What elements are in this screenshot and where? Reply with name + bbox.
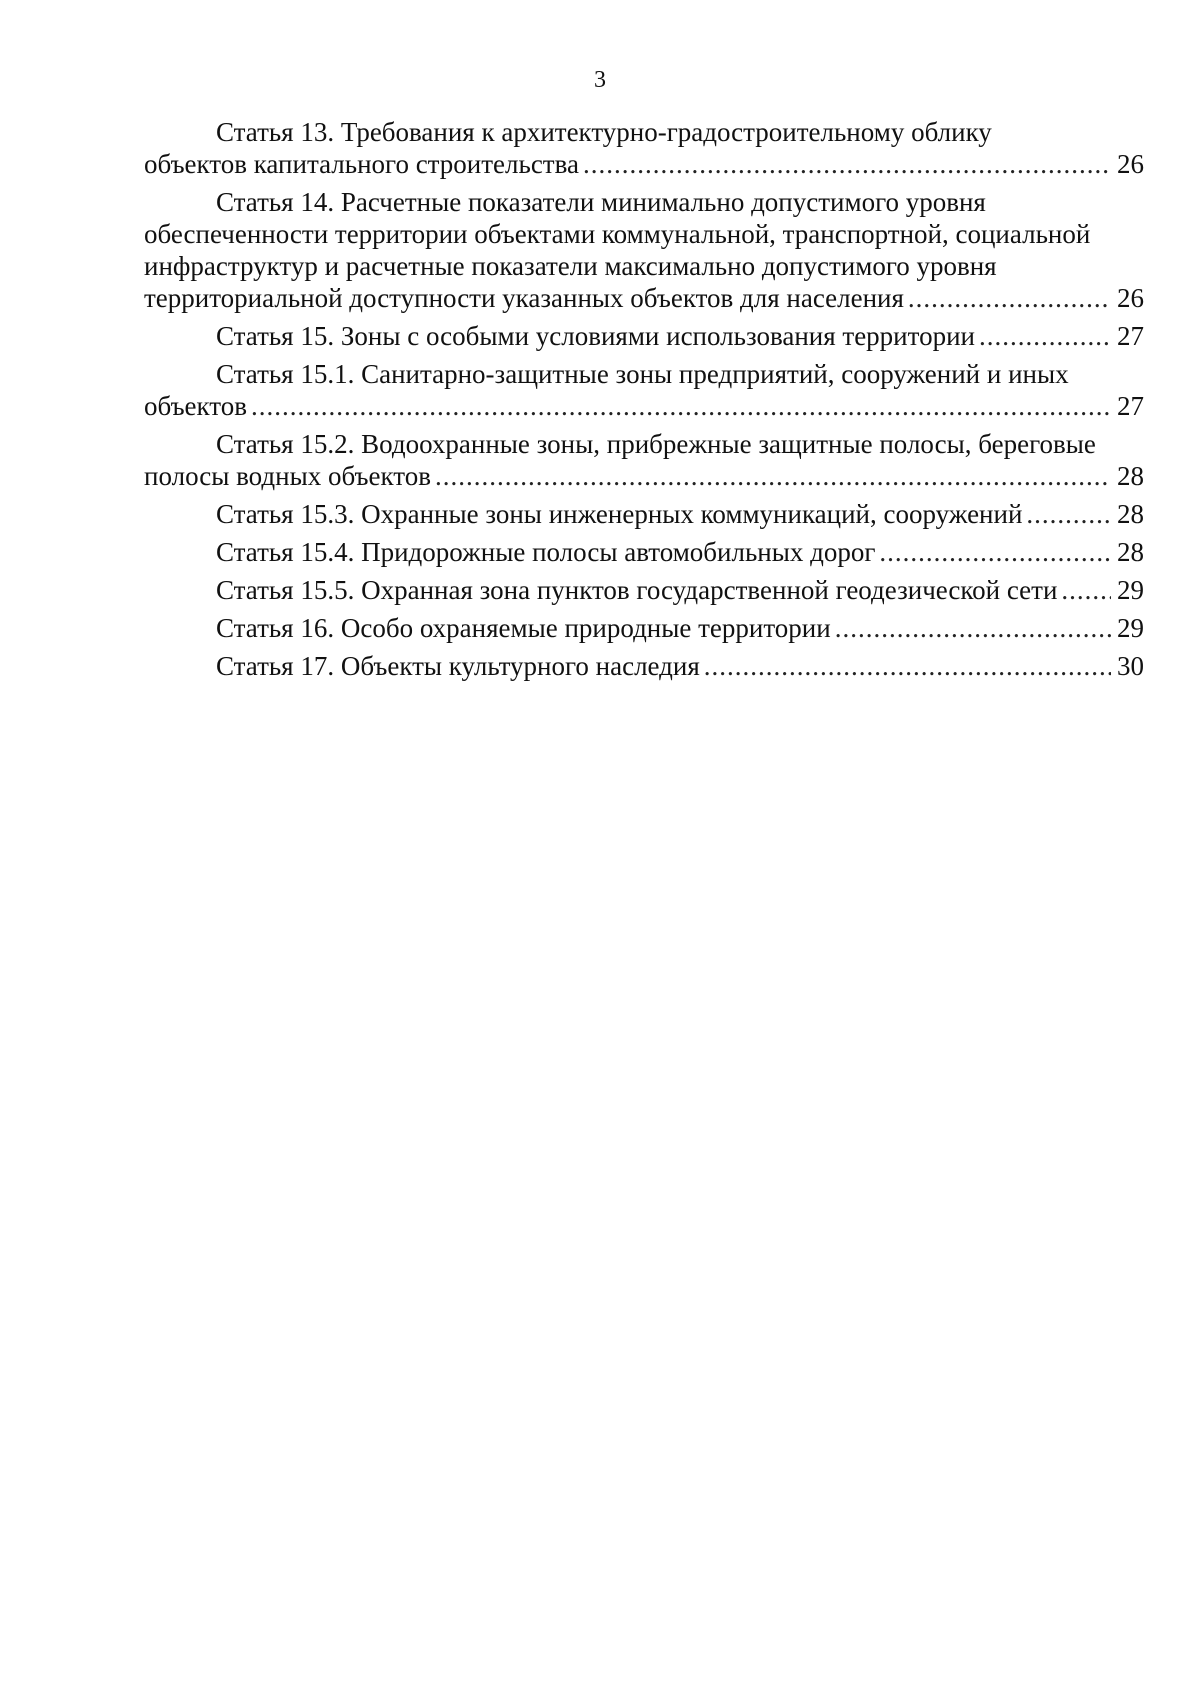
toc-entry-text-line: инфраструктур и расчетные показатели максимально допустимого уровня bbox=[144, 251, 997, 281]
toc-page-number: 29 bbox=[1117, 575, 1144, 605]
toc-entry-text: Статья 15. Зоны с особыми условиями использования территории bbox=[216, 321, 975, 351]
toc-entry-text: Статья 16. Особо охраняемые природные территории bbox=[216, 613, 831, 643]
toc-entry-text-line: Статья 15.1. Санитарно-защитные зоны предприятий, сооружений и иных bbox=[216, 359, 1069, 389]
toc-entry-article-15-1[interactable] bbox=[144, 358, 1144, 422]
dot-leader bbox=[583, 148, 1111, 180]
toc-entry-last-line bbox=[144, 460, 1144, 492]
dot-leader bbox=[704, 650, 1111, 682]
toc-entry-article-15[interactable] bbox=[144, 320, 1144, 352]
dot-leader bbox=[879, 536, 1111, 568]
toc-page-number: 29 bbox=[1117, 613, 1144, 643]
toc-entry-last-line bbox=[144, 536, 1144, 568]
toc-entry-last-line bbox=[144, 612, 1144, 644]
toc-page-number: 27 bbox=[1117, 321, 1144, 351]
toc-page-number: 28 bbox=[1117, 499, 1144, 529]
page-number: 3 bbox=[594, 67, 606, 93]
toc-entry-text: объектов bbox=[144, 391, 247, 421]
toc-entry-last-line bbox=[144, 148, 1144, 180]
toc-entry-text: полосы водных объектов bbox=[144, 461, 431, 491]
toc-entry-article-15-2[interactable] bbox=[144, 428, 1144, 492]
toc-entry-text-line: обеспеченности территории объектами коммунальной, транспортной, социальной bbox=[144, 219, 1091, 249]
toc-entry-text-line: Статья 15.2. Водоохранные зоны, прибрежные защитные полосы, береговые bbox=[216, 429, 1096, 459]
toc-entry-last-line bbox=[144, 650, 1144, 682]
dot-leader bbox=[1061, 574, 1111, 606]
toc-entry-article-14[interactable] bbox=[144, 186, 1144, 314]
toc-entry-text: Статья 15.4. Придорожные полосы автомобильных дорог bbox=[216, 537, 876, 567]
toc-entry-text-line: Статья 13. Требования к архитектурно-градостроительному облику bbox=[216, 117, 992, 147]
toc-entry-article-15-3[interactable] bbox=[144, 498, 1144, 530]
toc-entry-article-15-5[interactable] bbox=[144, 574, 1144, 606]
dot-leader bbox=[1026, 498, 1111, 530]
toc-page-number: 28 bbox=[1117, 461, 1144, 491]
toc-entry-text-line: Статья 14. Расчетные показатели минимально допустимого уровня bbox=[216, 187, 986, 217]
toc-entry-last-line bbox=[144, 320, 1144, 352]
toc-entry-article-17[interactable] bbox=[144, 650, 1144, 682]
toc-page-number: 26 bbox=[1117, 149, 1144, 179]
table-of-contents bbox=[144, 116, 1144, 688]
toc-page-number: 28 bbox=[1117, 537, 1144, 567]
dot-leader bbox=[435, 460, 1111, 492]
toc-entry-text: Статья 15.3. Охранные зоны инженерных коммуникаций, сооружений bbox=[216, 499, 1023, 529]
toc-entry-article-15-4[interactable] bbox=[144, 536, 1144, 568]
toc-entry-last-line bbox=[144, 390, 1144, 422]
dot-leader bbox=[251, 390, 1111, 422]
toc-entry-article-13[interactable] bbox=[144, 116, 1144, 180]
dot-leader bbox=[979, 320, 1111, 352]
toc-entry-text: объектов капитального строительства bbox=[144, 149, 579, 179]
toc-entry-last-line bbox=[144, 574, 1144, 606]
toc-page-number: 30 bbox=[1117, 651, 1144, 681]
toc-entry-last-line bbox=[144, 498, 1144, 530]
toc-page-number: 27 bbox=[1117, 391, 1144, 421]
dot-leader bbox=[908, 282, 1111, 314]
toc-entry-text: Статья 17. Объекты культурного наследия bbox=[216, 651, 700, 681]
toc-page-number: 26 bbox=[1117, 283, 1144, 313]
toc-entry-article-16[interactable] bbox=[144, 612, 1144, 644]
toc-entry-text: Статья 15.5. Охранная зона пунктов государственной геодезической сети bbox=[216, 575, 1058, 605]
toc-entry-text: территориальной доступности указанных объектов для населения bbox=[144, 283, 904, 313]
toc-entry-last-line bbox=[144, 282, 1144, 314]
dot-leader bbox=[835, 612, 1111, 644]
